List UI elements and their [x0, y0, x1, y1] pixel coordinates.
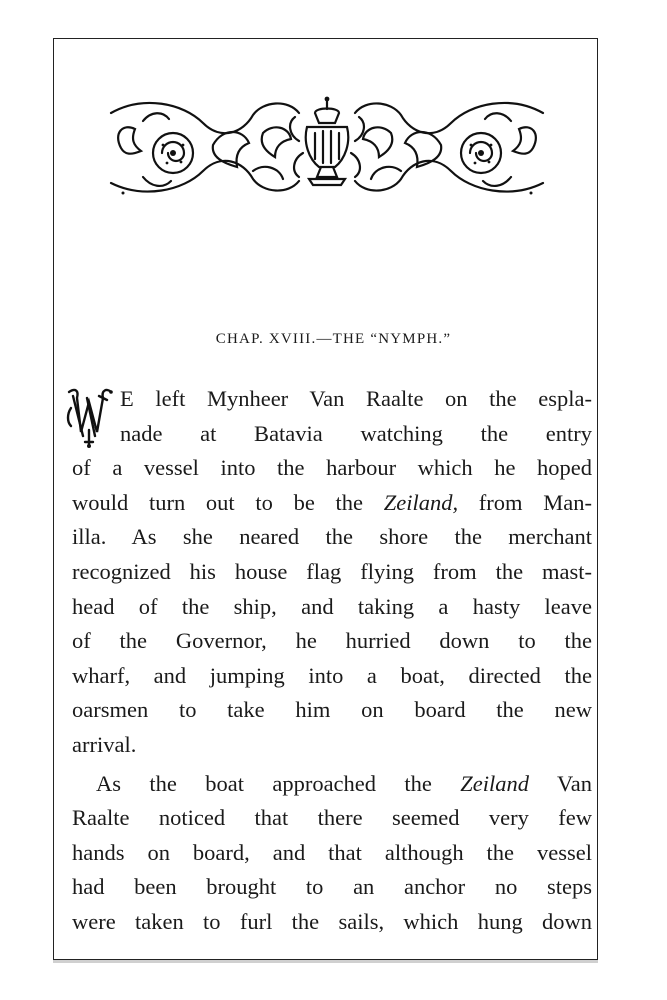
text-line: wharf, and jumping into a boat, directed the: [72, 662, 592, 688]
text-line: nade at Batavia watching the entry: [120, 420, 592, 446]
text-line: hands on board, and that although the vessel: [72, 839, 592, 865]
ship-name: Zeiland: [460, 770, 530, 796]
text-line: head of the ship, and taking a hasty leave: [72, 593, 592, 619]
page-border-shadow: [53, 960, 598, 963]
text-line: recognized his house flag flying from the mast-: [72, 558, 592, 584]
text-line: oarsmen to take him on board the new: [72, 697, 592, 723]
text-segment: Van: [529, 770, 592, 796]
text-line: of the Governor, he hurried down to the: [72, 628, 592, 654]
ship-name: Zeiland,: [383, 489, 459, 515]
drop-cap-w: [65, 386, 115, 448]
text-line: of a vessel into the harbour which he hoped: [72, 455, 592, 481]
text-line: [72, 486, 592, 521]
ornamental-headpiece: [103, 93, 551, 201]
text-segment: would turn out to be the: [72, 489, 384, 515]
text-line: arrival.: [72, 731, 137, 757]
text-line: Raalte noticed that there seemed very few: [72, 805, 592, 831]
text-segment: from Man-: [458, 489, 592, 515]
text-segment: As the boat approached the: [96, 770, 461, 796]
text-line: illa. As she neared the shore the merchant: [72, 524, 592, 550]
text-line: had been brought to an anchor no steps: [72, 874, 592, 900]
body-text: [72, 382, 592, 940]
text-line: [72, 767, 592, 802]
text-line: were taken to furl the sails, which hung down: [72, 908, 592, 934]
paragraph-1: [72, 382, 592, 763]
chapter-heading: CHAP. XVIII.—THE “NYMPH.”: [215, 331, 452, 347]
paragraph-2: [72, 767, 592, 940]
text-line: E left Mynheer Van Raalte on the espla-: [120, 386, 592, 411]
